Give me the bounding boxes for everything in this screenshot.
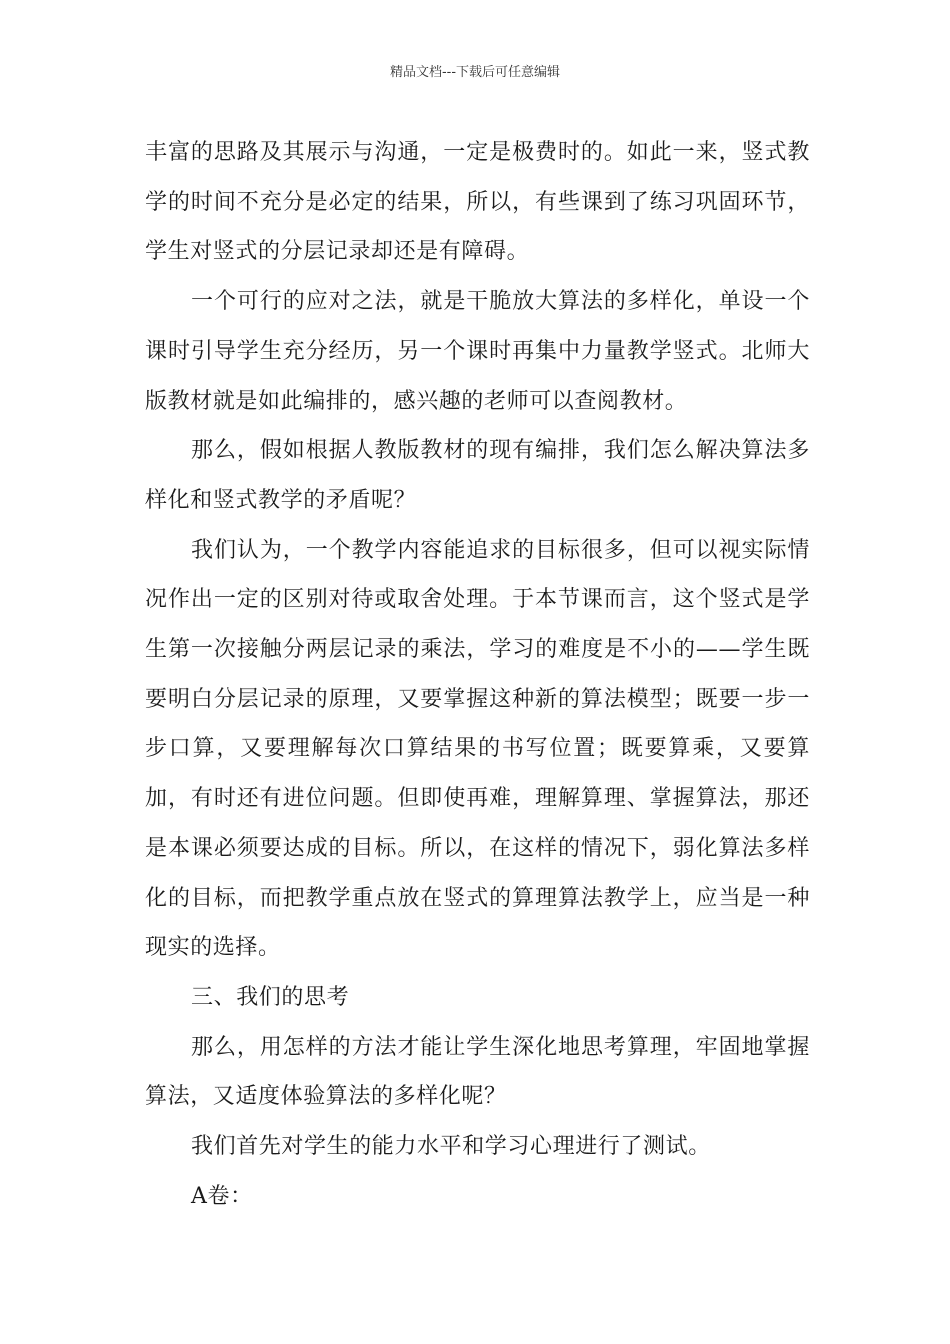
- page-header: 精品文档---下载后可任意编辑: [389, 65, 561, 80]
- paragraph-4: 我们认为，一个教学内容能追求的目标很多，但可以视实际情况作出一定的区别对待或取舍处理。于本节课而言，这个竖式是学生第一次接触分两层记录的乘法，学习的难度是不小的——学生既要明白分层记录的原理，又要掌握这种新的算法模型；既要一步一步口算，又要理解每次口算结果的书写位置；既要算乘，又要算加，有时还有进位问题。但即使再难，理解算理、掌握算法，那还是本课必须要达成的目标。所以，在这样的情况下，弱化算法多样化的目标，而把教学重点放在竖式的算理算法教学上，应当是一种现实的选择。: [145, 537, 810, 961]
- paragraph-7: A卷：: [191, 1183, 253, 1209]
- paragraph-2: 一个可行的应对之法，就是干脆放大算法的多样化，单设一个课时引导学生充分经历，另一个课时再集中力量教学竖式。北师大版教材就是如此编排的，感兴趣的老师可以查阅教材。: [145, 289, 810, 414]
- section-heading: 三、我们的思考: [191, 984, 350, 1010]
- document-body: [145, 128, 810, 1221]
- paragraph-6: 我们首先对学生的能力水平和学习心理进行了测试。: [191, 1134, 711, 1160]
- paragraph-1: 丰富的思路及其展示与沟通，一定是极费时的。如此一来，竖式教学的时间不充分是必定的结果，所以，有些课到了练习巩固环节，学生对竖式的分层记录却还是有障碍。: [145, 140, 810, 265]
- paragraph-5: 那么，用怎样的方法才能让学生深化地思考算理，牢固地掌握算法，又适度体验算法的多样化呢？: [145, 1034, 810, 1110]
- paragraph-3: 那么，假如根据人教版教材的现有编排，我们怎么解决算法多样化和竖式教学的矛盾呢？: [145, 438, 810, 513]
